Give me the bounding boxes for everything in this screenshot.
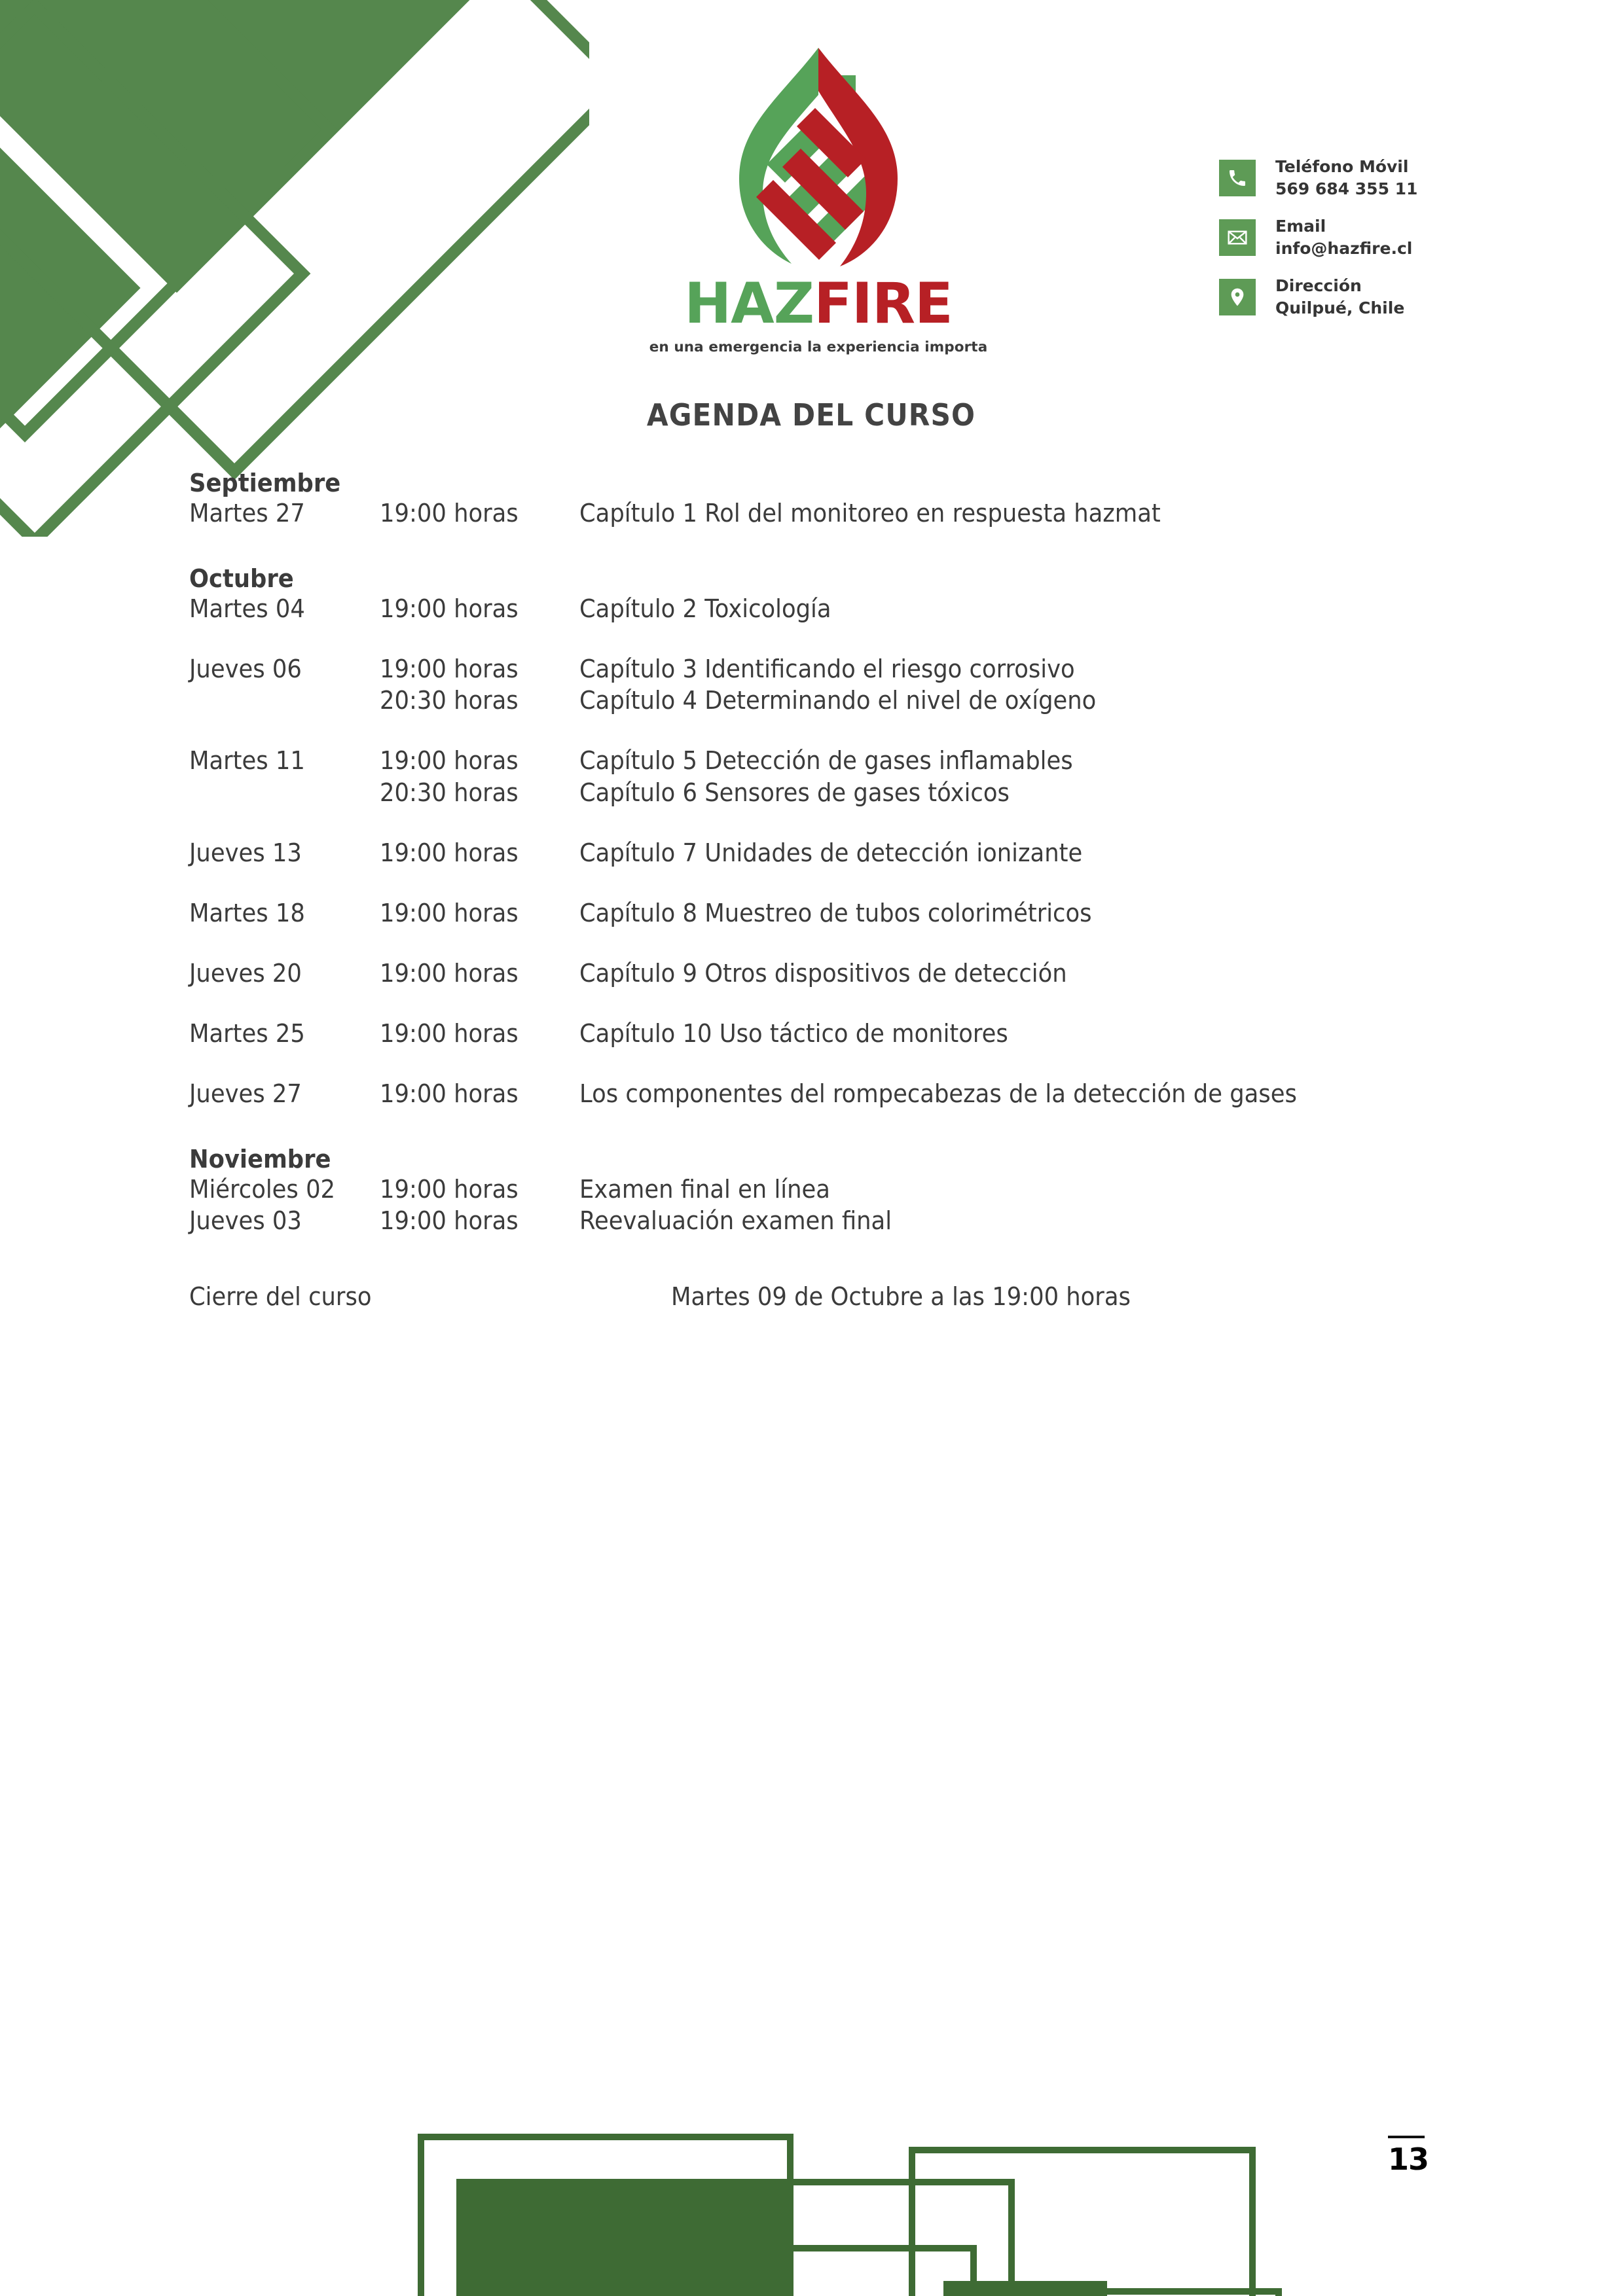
contact-phone-value: 569 684 355 11 <box>1275 179 1418 198</box>
agenda-time: 19:00 horas <box>380 1175 519 1204</box>
contact-phone-label: Teléfono Móvil <box>1275 157 1409 176</box>
agenda-topic: Capítulo 5 Detección de gases inflamables <box>579 746 1073 776</box>
page-title-text: AGENDA DEL CURSO <box>646 397 976 433</box>
agenda-row <box>189 655 1499 683</box>
decorative-diamond-outline-3 <box>0 0 310 537</box>
decoration-bottom <box>0 2100 1623 2296</box>
agenda-date: Miércoles 02 <box>189 1175 336 1204</box>
map-pin-icon <box>1219 279 1256 315</box>
agenda-row <box>189 686 1499 715</box>
agenda-time: 19:00 horas <box>380 1206 519 1236</box>
course-closing-label: Cierre del curso <box>189 1282 372 1312</box>
page-number: 13 <box>1388 2142 1429 2177</box>
agenda-row <box>189 1019 1499 1048</box>
decorative-square-filled-2 <box>943 2281 1107 2296</box>
agenda-date: Martes 04 <box>189 594 305 624</box>
agenda-time: 19:00 horas <box>380 746 519 776</box>
agenda-schedule <box>189 469 1499 1311</box>
month-heading-septiembre: Septiembre <box>189 469 341 497</box>
agenda-topic: Examen final en línea <box>579 1175 830 1204</box>
decorative-diamond-filled-large <box>0 0 528 293</box>
decoration-top-left <box>0 0 589 537</box>
envelope-icon <box>1219 219 1256 256</box>
brand-wordmark <box>615 271 1021 336</box>
decorative-diamond-outline-2 <box>0 0 338 442</box>
contact-address-value: Quilpué, Chile <box>1275 298 1405 317</box>
brand-wordmark-haz: HAZ <box>684 271 814 336</box>
agenda-topic: Capítulo 10 Uso táctico de monitores <box>579 1018 1008 1048</box>
agenda-date: Martes 27 <box>189 499 305 528</box>
agenda-date: Martes 11 <box>189 746 305 776</box>
brand-logo <box>615 36 1021 355</box>
agenda-row <box>189 838 1499 867</box>
decorative-square-filled-1 <box>456 2179 792 2296</box>
month-heading-noviembre: Noviembre <box>189 1145 331 1174</box>
agenda-topic: Capítulo 8 Muestreo de tubos colorimétricos <box>579 898 1092 927</box>
contact-info-block <box>1219 156 1573 334</box>
agenda-date: Jueves 06 <box>189 655 302 684</box>
agenda-date: Jueves 20 <box>189 958 302 988</box>
agenda-topic: Capítulo 1 Rol del monitoreo en respuesta hazmat <box>579 499 1161 528</box>
agenda-time: 20:30 horas <box>380 778 519 807</box>
course-closing-value: Martes 09 de Octubre a las 19:00 horas <box>671 1282 1131 1312</box>
agenda-row <box>189 1206 1499 1235</box>
agenda-row <box>189 1175 1499 1204</box>
page-title <box>0 397 1623 433</box>
decorative-square-outline-5 <box>1099 2288 1282 2296</box>
agenda-row <box>189 899 1499 927</box>
agenda-row <box>189 959 1499 988</box>
agenda-topic: Capítulo 7 Unidades de detección ionizante <box>579 838 1083 867</box>
agenda-topic: Capítulo 6 Sensores de gases tóxicos <box>579 778 1010 807</box>
page-number-rule <box>1388 2136 1425 2138</box>
agenda-topic: Capítulo 2 Toxicología <box>579 594 831 624</box>
agenda-time: 19:00 horas <box>380 1079 519 1108</box>
brand-wordmark-fire: FIRE <box>814 271 953 336</box>
contact-phone-text <box>1275 156 1417 200</box>
page-number-block <box>1388 2136 1480 2177</box>
agenda-time: 20:30 horas <box>380 686 519 715</box>
agenda-time: 19:00 horas <box>380 1018 519 1048</box>
decorative-square-outline-3 <box>786 2179 1015 2296</box>
agenda-date: Martes 18 <box>189 898 305 927</box>
agenda-row <box>189 778 1499 807</box>
agenda-row <box>189 746 1499 775</box>
contact-item-phone <box>1219 156 1573 200</box>
agenda-topic: Capítulo 4 Determinando el nivel de oxígeno <box>579 686 1097 715</box>
agenda-time: 19:00 horas <box>380 499 519 528</box>
agenda-topic: Reevaluación examen final <box>579 1206 892 1236</box>
contact-address-label: Dirección <box>1275 276 1362 295</box>
agenda-time: 19:00 horas <box>380 838 519 867</box>
contact-item-email <box>1219 215 1573 259</box>
agenda-date: Jueves 13 <box>189 838 302 867</box>
agenda-time: 19:00 horas <box>380 655 519 684</box>
agenda-time: 19:00 horas <box>380 594 519 624</box>
agenda-topic: Capítulo 9 Otros dispositivos de detección <box>579 958 1067 988</box>
contact-email-text <box>1275 215 1412 259</box>
course-closing-row <box>189 1282 1499 1311</box>
contact-email-value: info@hazfire.cl <box>1275 238 1413 258</box>
agenda-row <box>189 1079 1499 1108</box>
decorative-square-outline-4 <box>786 2245 977 2296</box>
contact-address-text <box>1275 275 1404 319</box>
agenda-topic: Capítulo 3 Identificando el riesgo corrosivo <box>579 655 1075 684</box>
agenda-row <box>189 499 1499 528</box>
agenda-date: Martes 25 <box>189 1018 305 1048</box>
agenda-date: Jueves 27 <box>189 1079 302 1108</box>
contact-email-label: Email <box>1275 217 1326 236</box>
hazfire-flame-logo-icon <box>710 36 926 285</box>
agenda-time: 19:00 horas <box>380 898 519 927</box>
brand-tagline: en una emergencia la experiencia importa <box>649 339 988 355</box>
agenda-date: Jueves 03 <box>189 1206 302 1236</box>
month-heading-octubre: Octubre <box>189 564 294 594</box>
decorative-square-outline-2 <box>909 2147 1256 2296</box>
agenda-time: 19:00 horas <box>380 958 519 988</box>
contact-item-address <box>1219 275 1573 319</box>
agenda-row <box>189 594 1499 623</box>
phone-icon <box>1219 160 1256 196</box>
decorative-square-outline-1 <box>418 2134 793 2296</box>
agenda-topic: Los componentes del rompecabezas de la detección de gases <box>579 1079 1297 1108</box>
